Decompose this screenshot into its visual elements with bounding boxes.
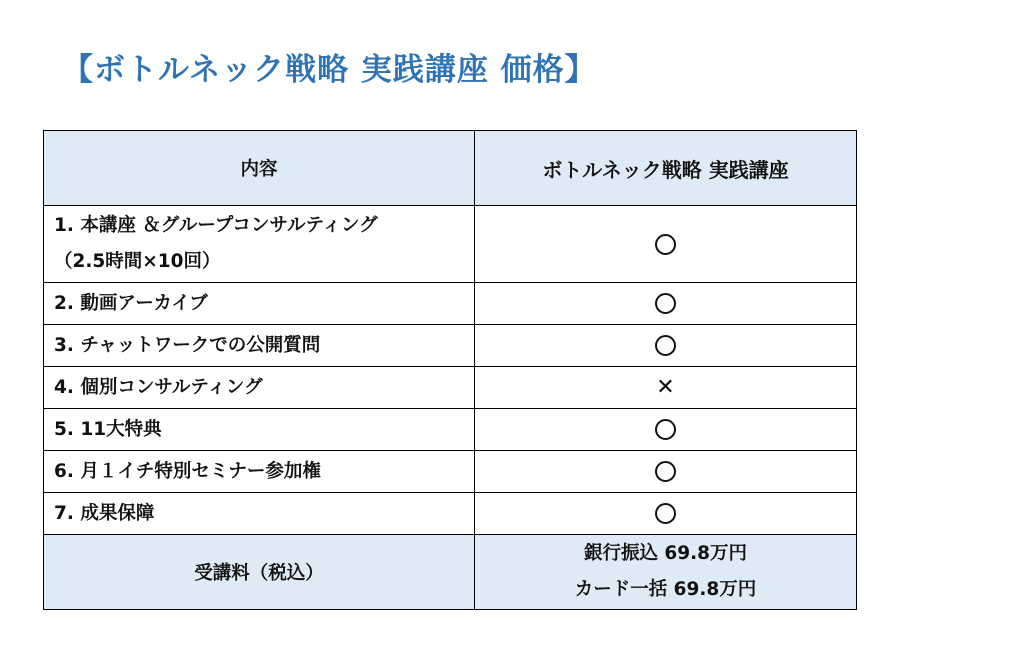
- fee-row: [44, 535, 857, 610]
- item-label: 7. 成果保障: [44, 493, 475, 535]
- mark-cell: [475, 367, 857, 409]
- mark-cell: [475, 451, 857, 493]
- mark-cell: [475, 409, 857, 451]
- table-row: [44, 283, 857, 325]
- circle-mark-icon: [655, 335, 676, 356]
- item-label: 5. 11大特典: [44, 409, 475, 451]
- item-label: 4. 個別コンサルティング: [44, 367, 475, 409]
- circle-mark-icon: [655, 503, 676, 524]
- table-row: [44, 409, 857, 451]
- item-cell: [44, 206, 475, 283]
- table-row: [44, 451, 857, 493]
- cross-mark-icon: ✕: [656, 375, 675, 400]
- card-payment-price: カード一括 69.8万円: [574, 579, 757, 600]
- circle-mark-icon: [655, 234, 676, 255]
- mark-cell: [475, 283, 857, 325]
- table-row: [44, 325, 857, 367]
- fee-values: [475, 535, 857, 610]
- item-label: 3. チャットワークでの公開質問: [44, 325, 475, 367]
- table-row: [44, 367, 857, 409]
- item-label: 6. 月１イチ特別セミナー参加権: [44, 451, 475, 493]
- header-course: ボトルネック戦略 実践講座: [475, 131, 857, 206]
- table-header-row: [44, 131, 857, 206]
- page-title: 【ボトルネック戦略 実践講座 価格】: [62, 52, 597, 88]
- mark-cell: [475, 325, 857, 367]
- mark-cell: [475, 493, 857, 535]
- circle-mark-icon: [655, 461, 676, 482]
- mark-cell: [475, 206, 857, 283]
- circle-mark-icon: [655, 293, 676, 314]
- circle-mark-icon: [655, 419, 676, 440]
- item-sublabel: （2.5時間×10回）: [54, 251, 221, 272]
- item-label: 2. 動画アーカイブ: [44, 283, 475, 325]
- item-label: 1. 本講座 ＆グループコンサルティング: [54, 215, 378, 236]
- bank-transfer-price: 銀行振込 69.8万円: [583, 543, 748, 564]
- table-row: [44, 206, 857, 283]
- header-contents: 内容: [44, 131, 475, 206]
- fee-label: 受講料（税込）: [44, 535, 475, 610]
- table-row: [44, 493, 857, 535]
- price-table: [43, 130, 857, 610]
